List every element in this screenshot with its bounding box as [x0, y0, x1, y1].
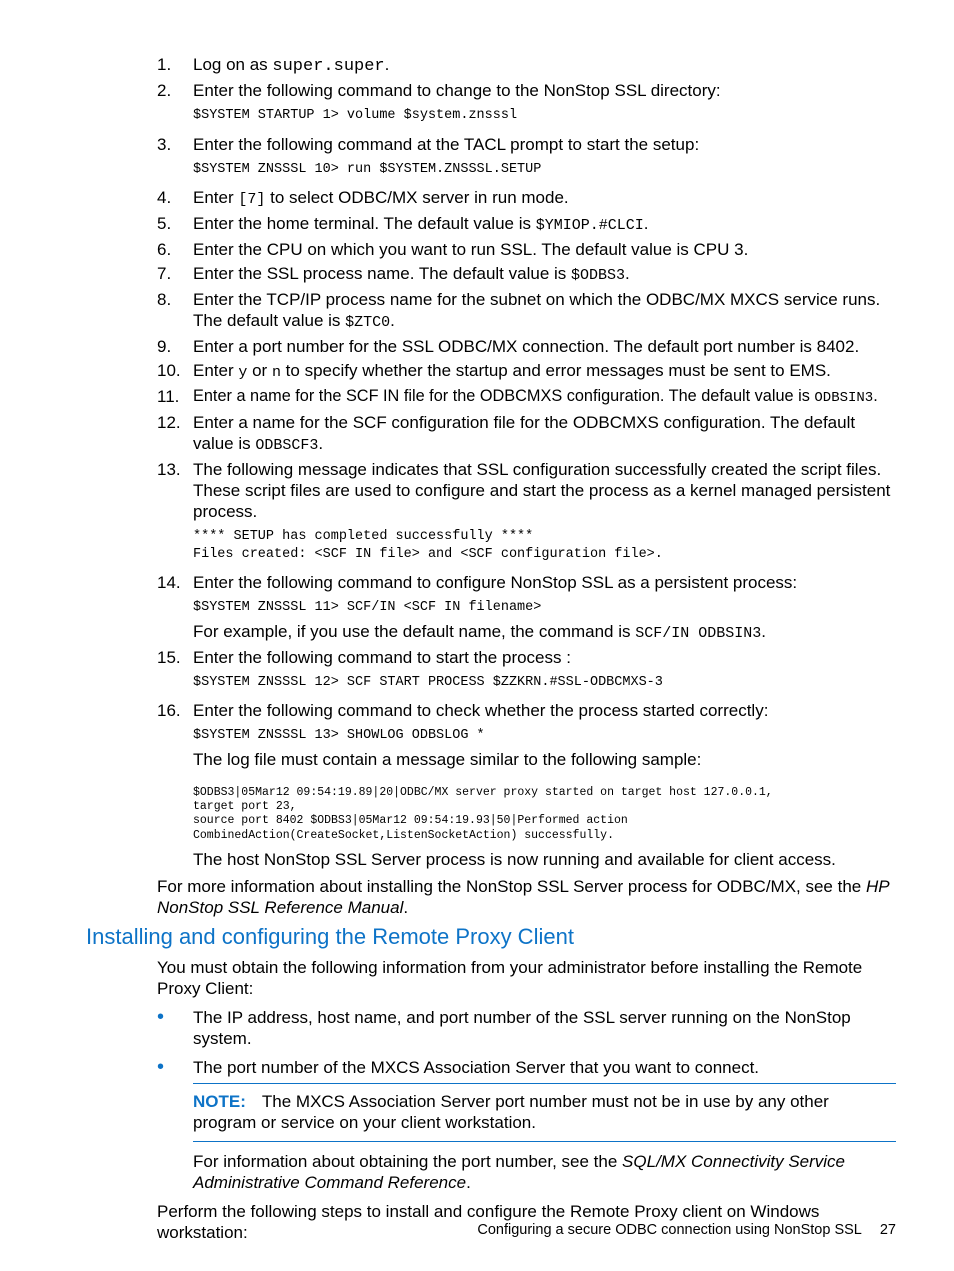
closing-paragraph: Perform the following steps to install and configure the Remote Proxy client on Windows workstation: — [157, 1202, 820, 1242]
step-number: 6. — [157, 240, 172, 259]
command-line: $SYSTEM ZNSSSL 13> SHOWLOG ODBSLOG * — [193, 728, 485, 743]
step-number: 7. — [157, 264, 172, 283]
step-2 — [0, 80, 954, 101]
paragraph-text: . — [466, 1173, 471, 1192]
step-text: Enter the following command to configure NonStop SSL as a persistent process: — [193, 573, 798, 592]
step-4 — [0, 187, 954, 210]
code-inline: y — [238, 364, 248, 381]
step-text: Enter — [193, 188, 239, 207]
step-text: . — [390, 311, 395, 330]
step-text: Enter the following command to check whether the process started correctly: — [193, 701, 769, 720]
step-text: or — [247, 361, 272, 380]
step-number: 12. — [157, 413, 181, 432]
manual-reference: HP NonStop SSL Reference Manual — [157, 876, 889, 917]
step-11 — [0, 386, 954, 409]
note-text: The MXCS Association Server port number must not be in use by any other program or service on your client workstation. — [193, 1092, 829, 1132]
code-inline: [7] — [238, 191, 266, 208]
step-10 — [0, 360, 954, 383]
manual-reference: SQL/MX Connectivity Service Administrative Command Reference — [193, 1152, 846, 1192]
note-label: NOTE: — [193, 1092, 246, 1111]
step-number: 8. — [157, 290, 172, 309]
footer-title: Configuring a secure ODBC connection using NonStop SSL — [477, 1222, 862, 1238]
step-text: Enter the TCP/IP process name for the subnet on which the ODBC/MX MXCS service runs. The default value is — [193, 290, 881, 330]
command-line: $SYSTEM ZNSSSL 10> run $SYSTEM.ZNSSSL.SETUP — [193, 162, 542, 177]
step-6 — [0, 239, 954, 260]
bullet-icon: • — [157, 1006, 165, 1028]
step-number: 4. — [157, 188, 172, 207]
paragraph-text: For information about obtaining the port number, see the — [193, 1152, 623, 1171]
setup-output: **** SETUP has completed successfully **** Files created: <SCF IN file> and <SCF configuration file>. — [193, 529, 663, 562]
step-text: to specify whether the startup and error messages must be sent to EMS. — [280, 361, 831, 380]
setup-steps-list — [0, 54, 954, 918]
code-inline: $ODBS3 — [571, 267, 626, 284]
step-text: . — [873, 387, 878, 405]
step-example — [0, 621, 954, 644]
bullet-text: The port number of the MXCS Association Server that you want to connect. — [193, 1058, 760, 1077]
step-result: The host NonStop SSL Server process is now running and available for client access. — [193, 849, 836, 869]
step-text: Log on as — [193, 55, 273, 74]
page-number: 27 — [879, 1222, 896, 1238]
step-text: Enter the home terminal. The default value is — [193, 214, 536, 233]
step-text: . — [761, 622, 766, 641]
step-text: Enter — [193, 361, 239, 380]
step-number: 15. — [157, 648, 181, 667]
command-line: $SYSTEM ZNSSSL 11> SCF/IN <SCF IN filename> — [193, 600, 542, 615]
step-7 — [0, 263, 954, 286]
page-footer — [477, 1222, 896, 1238]
command-line: $SYSTEM ZNSSSL 12> SCF START PROCESS $ZZKRN.#SSL-ODBCMXS-3 — [193, 675, 663, 690]
step-text: Enter a name for the SCF configuration file for the ODBCMXS configuration. The default value is — [193, 413, 856, 453]
step-number: 14. — [157, 573, 181, 592]
bullet-item — [0, 1057, 954, 1078]
step-text: Enter the following command to change to the NonStop SSL directory: — [193, 81, 721, 100]
step-text: Enter the following command at the TACL prompt to start the setup: — [193, 135, 700, 154]
step-number: 11. — [157, 387, 180, 406]
step-text: . — [318, 434, 324, 453]
step-13 — [0, 459, 954, 522]
code-inline: ODBSCF3 — [255, 437, 319, 454]
info-paragraph — [0, 1151, 954, 1193]
step-number: 16. — [157, 701, 181, 720]
step-5 — [0, 213, 954, 236]
paragraph-text: For more information about installing the NonStop SSL Server process for ODBC/MX, see the — [157, 876, 866, 896]
step-16 — [0, 700, 954, 721]
step-text: . — [384, 55, 390, 74]
step-number: 10. — [157, 361, 181, 380]
bullet-item — [0, 1007, 954, 1049]
bullet-icon: • — [157, 1056, 165, 1078]
step-note: The log file must contain a message similar to the following sample: — [193, 750, 702, 769]
note-box — [193, 1083, 896, 1142]
step-14 — [0, 572, 954, 593]
step-number: 13. — [157, 460, 181, 479]
remote-proxy-section — [0, 957, 954, 1243]
step-15 — [0, 647, 954, 668]
step-number: 3. — [157, 135, 172, 154]
step-text: Enter a name for the SCF IN file for the ODBCMXS configuration. The default value is — [193, 387, 815, 405]
code-inline: super.super — [272, 57, 385, 76]
paragraph-text: . — [403, 897, 409, 917]
code-inline: $YMIOP.#CLCI — [535, 217, 644, 234]
step-number: 5. — [157, 214, 172, 233]
step-text: Enter a port number for the SSL ODBC/MX connection. The default port number is 8402. — [193, 337, 860, 356]
step-number: 2. — [157, 81, 172, 100]
command-line: $SYSTEM STARTUP 1> volume $system.znsssl — [193, 108, 518, 123]
section-intro: You must obtain the following information from your administrator before installing the Remote Proxy Client: — [157, 958, 863, 998]
step-number: 9. — [157, 337, 172, 356]
bullet-text: The IP address, host name, and port number of the SSL server running on the NonStop system. — [193, 1008, 851, 1048]
step-8 — [0, 289, 954, 333]
section-heading: Installing and configuring the Remote Proxy Client — [86, 924, 574, 949]
step-text: to select ODBC/MX server in run mode. — [265, 188, 569, 207]
step-text: . — [625, 264, 630, 283]
step-text: Enter the SSL process name. The default value is — [193, 264, 571, 283]
step-number: 1. — [157, 55, 172, 74]
code-inline: SCF/IN ODBSIN3 — [635, 625, 762, 642]
step-9 — [0, 336, 954, 357]
step-text: Enter the CPU on which you want to run SSL. The default value is CPU 3. — [193, 240, 749, 259]
log-sample: $ODBS3|05Mar12 09:54:19.89|20|ODBC/MX server proxy started on target host 127.0.0.1, target port 23, source port 8402 $ODBS3|05Mar12 09:54:19.93|50|Performed action CombinedAction(CreateSocket,ListenSocketAction) successfully. — [193, 786, 773, 842]
step-text: For example, if you use the default name, the command is — [193, 622, 636, 641]
code-inline: n — [271, 364, 281, 381]
step-text: . — [643, 214, 649, 233]
code-inline: ODBSIN3 — [814, 390, 874, 406]
step-text: The following message indicates that SSL configuration successfully created the script files. These script files are used to configure and start the process as a kernel managed persistent process. — [193, 460, 891, 521]
step-1 — [0, 54, 954, 77]
step-text: Enter the following command to start the process : — [193, 648, 571, 667]
step-3 — [0, 134, 954, 155]
code-inline: $ZTC0 — [345, 314, 391, 331]
step-12 — [0, 412, 954, 456]
more-info-paragraph — [0, 876, 954, 918]
